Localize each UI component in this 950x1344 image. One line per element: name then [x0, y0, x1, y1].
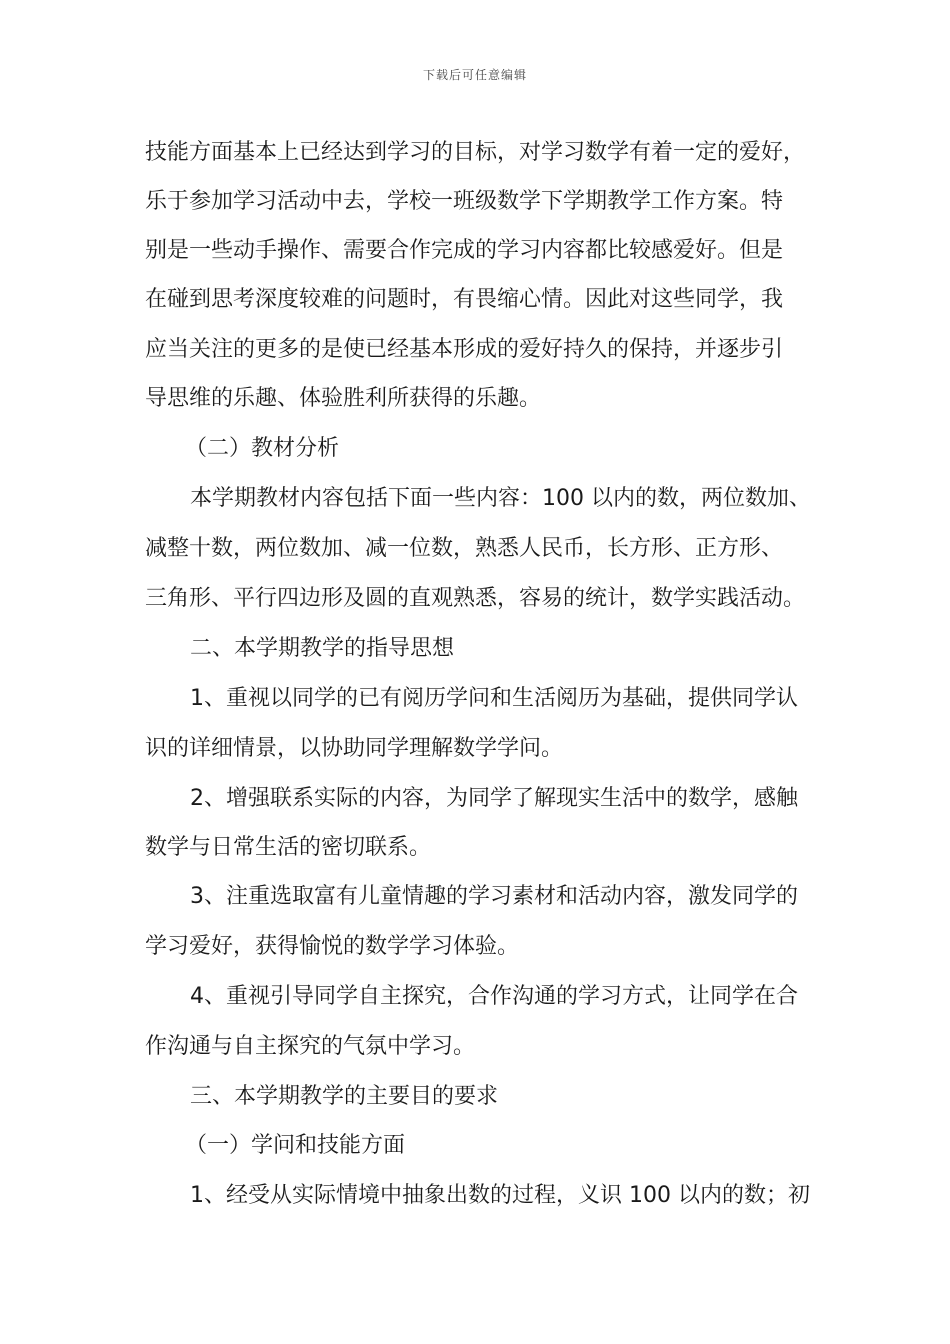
body-line: 1、经受从实际情境中抽象出数的过程，义识 100 以内的数；初 — [190, 1183, 810, 1208]
body-line: 学习爱好，获得愉悦的数学学习体验。 — [145, 934, 520, 959]
body-line: 2、增强联系实际的内容，为同学了解现实生活中的数学，感触 — [190, 786, 798, 811]
body-line: 1、重视以同学的已有阅历学问和生活阅历为基础，提供同学认 — [190, 686, 798, 711]
body-line: 三角形、平行四边形及圆的直观熟悉，容易的统计，数学实践活动。 — [145, 586, 806, 611]
section-heading: 三、本学期教学的主要目的要求 — [190, 1084, 499, 1109]
body-line: 识的详细情景，以协助同学理解数学学问。 — [145, 736, 564, 761]
body-line: 数学与日常生活的密切联系。 — [145, 835, 432, 860]
body-line: 乐于参加学习活动中去，学校一班级数学下学期教学工作方案。特 — [145, 189, 784, 214]
body-line: 本学期教材内容包括下面一些内容：100 以内的数，两位数加、 — [190, 486, 811, 511]
section-heading: （一）学问和技能方面 — [185, 1133, 406, 1158]
body-line: 作沟通与自主探究的气氛中学习。 — [145, 1034, 476, 1059]
page-header: 下载后可任意编辑 — [422, 68, 527, 82]
body-line: 3、注重选取富有儿童情趣的学习素材和活动内容，激发同学的 — [190, 884, 798, 909]
section-heading: （二）教材分析 — [185, 436, 340, 461]
body-line: 减整十数，两位数加、减一位数，熟悉人民币，长方形、正方形、 — [145, 536, 784, 561]
body-line: 别是一些动手操作、需要合作完成的学习内容都比较感爱好。但是 — [145, 238, 784, 263]
body-line: 导思维的乐趣、体验胜利所获得的乐趣。 — [145, 386, 542, 411]
body-line: 技能方面基本上已经达到学习的目标，对学习数学有着一定的爱好， — [145, 140, 806, 165]
body-line: 在碰到思考深度较难的问题时，有畏缩心情。因此对这些同学，我 — [145, 287, 784, 312]
section-heading: 二、本学期教学的指导思想 — [190, 636, 455, 661]
body-line: 4、重视引导同学自主探究，合作沟通的学习方式，让同学在合 — [190, 984, 798, 1009]
body-line: 应当关注的更多的是使已经基本形成的爱好持久的保持，并逐步引 — [145, 337, 784, 362]
